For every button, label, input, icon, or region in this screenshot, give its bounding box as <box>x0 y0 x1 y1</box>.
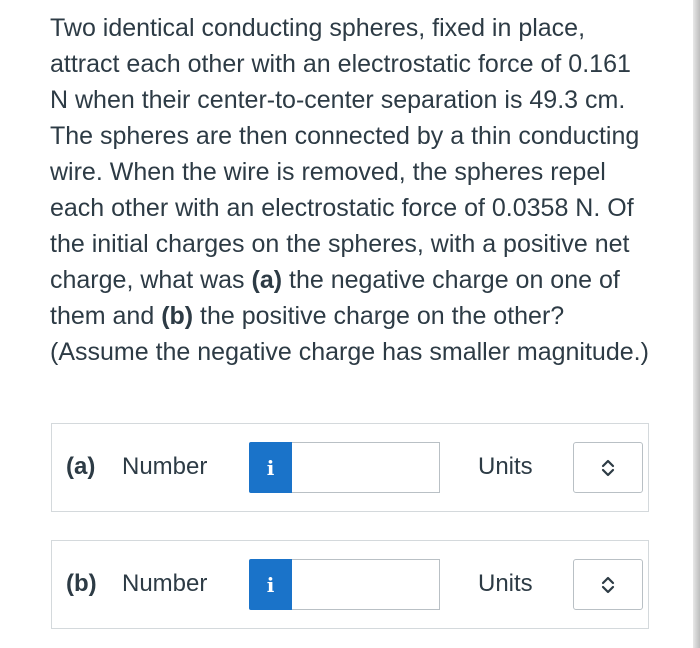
info-icon[interactable]: i <box>249 559 292 610</box>
window-edge <box>693 0 700 648</box>
answer-row-a <box>51 423 649 512</box>
units-label: Units <box>478 570 533 597</box>
number-input-a[interactable] <box>292 442 440 493</box>
chevron-up-down-icon <box>601 576 615 594</box>
number-input-b[interactable] <box>292 559 440 610</box>
units-select-b[interactable] <box>573 559 643 610</box>
number-label: Number <box>122 570 208 597</box>
question-text <box>50 10 650 370</box>
part-label: (b) <box>66 570 97 597</box>
question-text-part-1: Two identical conducting spheres, fixed in place, attract each other with an electrostatic force of 0.161 N when their center-to-center separation is 49.3 cm. The spheres are then connected by a thin conducting wire. When the wire is removed, the spheres repel each other with an electrostatic force of 0.0358 N. Of the initial charges on the spheres, with a positive net charge, what was <box>50 14 640 294</box>
part-b-marker: (b) <box>161 302 194 330</box>
chevron-up-down-icon <box>601 459 615 477</box>
question-text-part-2: the negative charge on one of them and <box>50 266 620 330</box>
units-select-a[interactable] <box>573 442 643 493</box>
part-label: (a) <box>66 453 96 480</box>
question-text-part-3: the positive charge on the other? (Assume the negative charge has smaller magnitude.) <box>50 302 649 366</box>
info-icon[interactable]: i <box>249 442 292 493</box>
number-label: Number <box>122 453 208 480</box>
answer-row-b <box>51 540 649 629</box>
units-label: Units <box>478 453 533 480</box>
part-a-marker: (a) <box>251 266 283 294</box>
